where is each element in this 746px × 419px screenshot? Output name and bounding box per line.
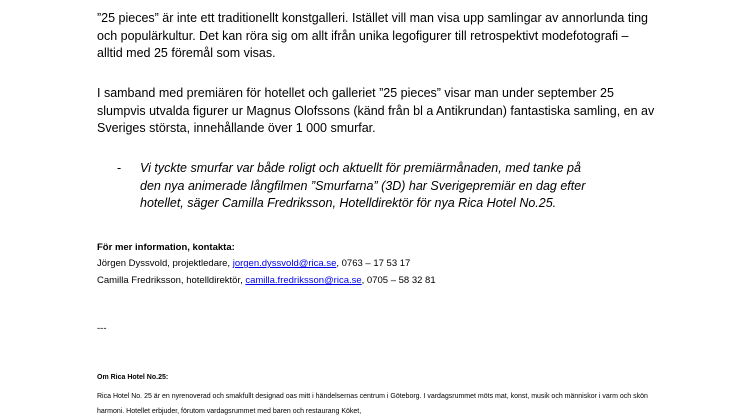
section-separator: --- bbox=[97, 323, 107, 334]
contact-name-title: Jörgen Dyssvold, projektledare, bbox=[97, 258, 233, 269]
contact-phone: , 0763 – 17 53 17 bbox=[336, 258, 411, 269]
email-link-camilla[interactable]: camilla.fredriksson@rica.se bbox=[245, 275, 362, 286]
about-heading: Om Rica Hotel No.25: bbox=[97, 374, 169, 381]
email-link-jorgen[interactable]: jorgen.dyssvold@rica.se bbox=[232, 258, 337, 269]
about-text: Rica Hotel No. 25 är en nyrenoverad och smakfullt designad oas mitt i händelsernas centrum i Göteborg. I vardagsrummet möts mat, konst, musik och människor i varm och skön harmoni. Hotellet erbjuder, förutom vardagsrummet med baren och restaurang Köket, bbox=[97, 393, 648, 415]
paragraph-gallery-intro: ”25 pieces” är inte ett traditionellt konstgalleri. Istället vill man visa upp samlingar av annorlunda ting och populärkultur. Det kan röra sig om allt ifrån unika legofigurer till retrospektivt modefotografi – alltid med 25 föremål som visas. bbox=[97, 11, 648, 60]
contact-name-title: Camilla Fredriksson, hotelldirektör, bbox=[97, 275, 246, 286]
contact-phone: , 0705 – 58 32 81 bbox=[361, 275, 436, 286]
contact-line-camilla bbox=[97, 274, 436, 287]
contact-heading: För mer information, kontakta: bbox=[97, 242, 235, 253]
quote-camilla-fredriksson: Vi tyckte smurfar var både roligt och aktuellt för premiärmånaden, med tanke på den nya animerade långfilmen ”Smurfarna” (3D) har Sverigepremiär en dag efter hotellet, säger Camilla Fredriksson, Hotelldirektör för nya Rica Hotel No.25. bbox=[140, 161, 586, 210]
paragraph-smurf-exhibition: I samband med premiären för hotellet och galleriet ”25 pieces” visar man under september 25 slumpvis utvalda figurer ur Magnus Olofssons (känd från bl a Antikrundan) fantastiska samling, en av Sveriges största, innehållande över 1 000 smurfar. bbox=[97, 86, 655, 135]
contact-line-jorgen bbox=[97, 257, 410, 270]
quote-bullet-dash: - bbox=[117, 161, 122, 175]
